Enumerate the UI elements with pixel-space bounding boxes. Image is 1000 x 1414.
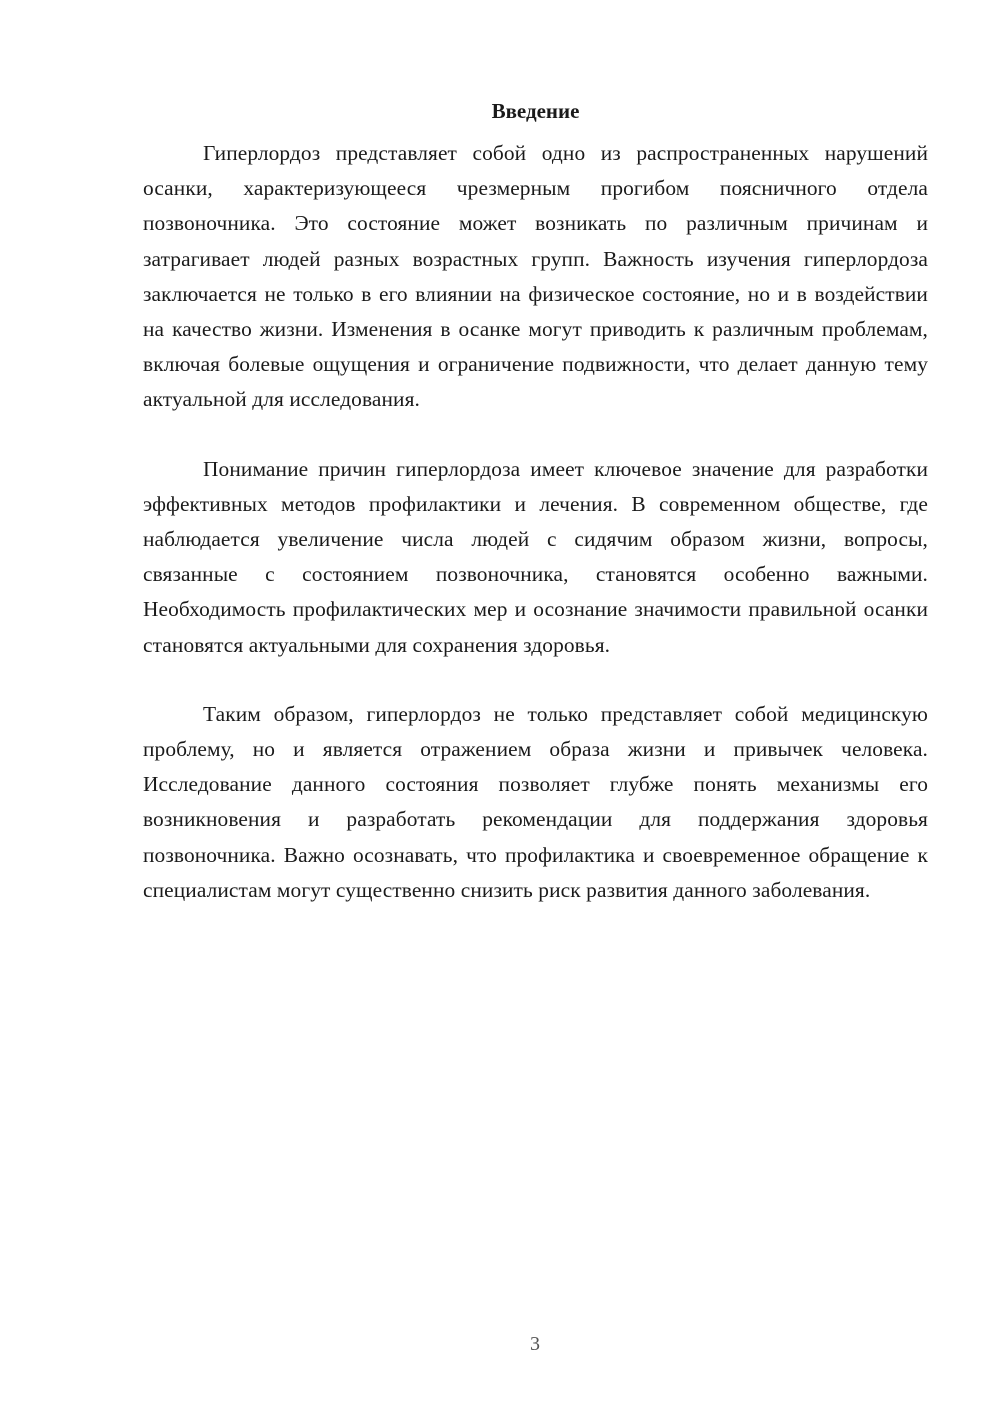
paragraph-2: Понимание причин гиперлордоза имеет ключевое значение для разработки эффективных методов профилактики и лечения. В современном обществе, где наблюдается увеличение числа людей с сидячим образом жизни, вопросы, связанные с состоянием позвоночника, становятся особенно важными. Необходимость профилактических мер и осознание значимости правильной осанки становятся актуальными для сохранения здоровья. [143, 456, 928, 657]
section-title: Введение [491, 99, 580, 123]
page-number: 3 [530, 1333, 540, 1355]
paragraph-1: Гиперлордоз представляет собой одно из распространенных нарушений осанки, характеризующееся чрезмерным прогибом поясничного отдела позвоночника. Это состояние может возникать по различным причинам и затрагивает людей разных возрастных групп. Важность изучения гиперлордоза заключается не только в его влиянии на физическое состояние, но и в воздействии на качество жизни. Изменения в осанке могут приводить к различным проблемам, включая болевые ощущения и ограничение подвижности, что делает данную тему актуальной для исследования. [143, 141, 928, 412]
page-content [143, 96, 928, 942]
paragraph-3: Таким образом, гиперлордоз не только представляет собой медицинскую проблему, но и является отражением образа жизни и привычек человека. Исследование данного состояния позволяет глубже понять механизмы его возникновения и разработать рекомендации для поддержания здоровья позвоночника. Важно осознавать, что профилактика и своевременное обращение к специалистам могут существенно снизить риск развития данного заболевания. [143, 701, 928, 902]
